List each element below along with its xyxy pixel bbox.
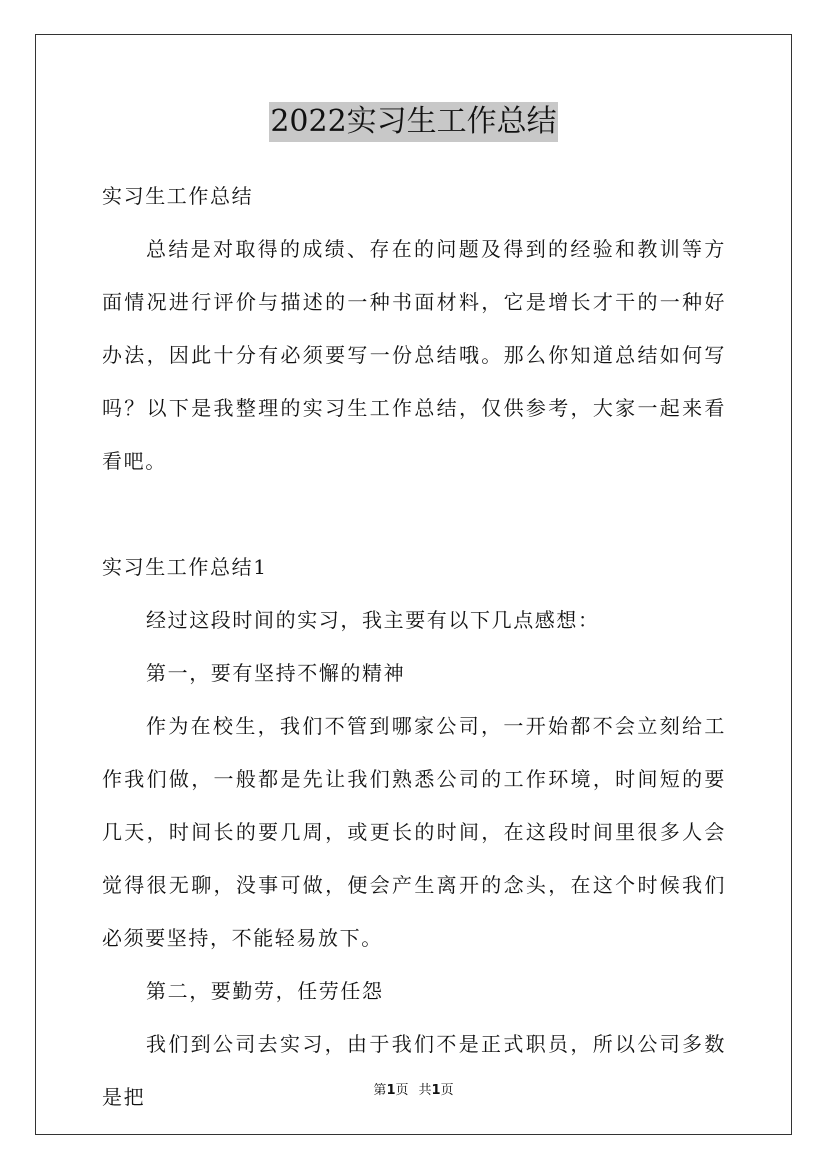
point-one-heading: 第一，要有坚持不懈的精神 bbox=[146, 661, 406, 685]
document-body bbox=[102, 170, 726, 1124]
document-title: 2022实习生工作总结 bbox=[269, 102, 557, 142]
point-two-heading: 第二，要勤劳，任劳任怨 bbox=[146, 979, 384, 1003]
page-mid: 页 bbox=[395, 1083, 409, 1098]
title-container bbox=[0, 102, 827, 142]
paragraph-diligence: 我们到公司去实习，由于我们不是正式职员，所以公司多数是把 bbox=[102, 1032, 726, 1109]
total-prefix: 共 bbox=[418, 1083, 432, 1098]
page-current: 1 bbox=[386, 1083, 396, 1098]
blank-line bbox=[102, 488, 726, 541]
section-heading: 实习生工作总结1 bbox=[102, 555, 268, 579]
intro-paragraph: 总结是对取得的成绩、存在的问题及得到的经验和教训等方面情况进行评价与描述的一种书面材料，它是增长才干的一种好办法，因此十分有必须要写一份总结哦。那么你知道总结如何写吗？以下是我整理的实习生工作总结，仅供参考，大家一起来看看吧。 bbox=[102, 237, 726, 473]
subtitle: 实习生工作总结 bbox=[102, 184, 254, 208]
paragraph-perseverance: 作为在校生，我们不管到哪家公司，一开始都不会立刻给工作我们做，一般都是先让我们熟悉公司的工作环境，时间短的要几天，时间长的要几周，或更长的时间，在这段时间里很多人会觉得很无聊，没事可做，便会产生离开的念头，在这个时候我们必须要坚持，不能轻易放下。 bbox=[102, 714, 726, 950]
page-footer bbox=[0, 1081, 827, 1101]
paragraph-feelings: 经过这段时间的实习，我主要有以下几点感想： bbox=[146, 608, 600, 632]
page-total: 1 bbox=[431, 1083, 441, 1098]
total-suffix: 页 bbox=[440, 1083, 454, 1098]
page-prefix: 第 bbox=[373, 1083, 387, 1098]
